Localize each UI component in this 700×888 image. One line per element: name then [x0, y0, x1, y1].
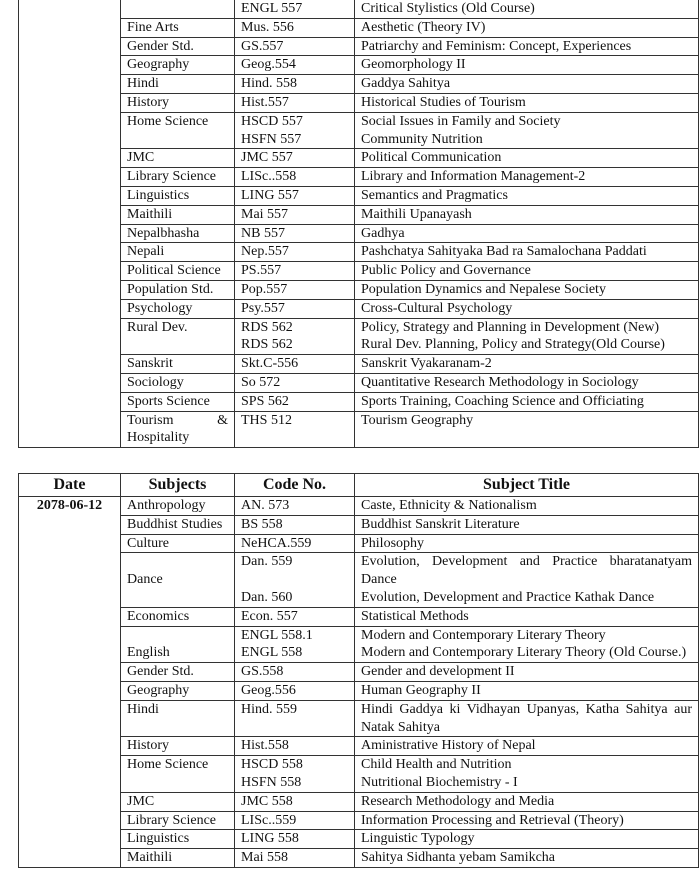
table-row — [19, 849, 699, 868]
date-cell-empty — [19, 515, 121, 867]
table-row — [19, 607, 699, 626]
table-row — [19, 515, 699, 534]
subject-title: Information Processing and Retrieval (Theory) — [355, 811, 699, 830]
course-code: So 572 — [235, 373, 355, 392]
header-subjects: Subjects — [121, 474, 235, 497]
subject-title: Caste, Ethnicity & Nationalism — [355, 497, 699, 516]
course-code: HSFN 557 — [235, 131, 355, 149]
subject-name: Rural Dev. — [121, 318, 235, 355]
course-code: GS.557 — [235, 37, 355, 56]
table-row — [19, 700, 699, 737]
course-code: Mai 558 — [235, 849, 355, 868]
course-code: Mai 557 — [235, 205, 355, 224]
course-code: Geog.556 — [235, 681, 355, 700]
course-code: LISc..558 — [235, 168, 355, 187]
subject-name: Economics — [121, 607, 235, 626]
header-code: Code No. — [235, 474, 355, 497]
subject-name: Nepalbhasha — [121, 224, 235, 243]
course-code: Hind. 558 — [235, 75, 355, 94]
table-row — [19, 681, 699, 700]
course-code: LING 558 — [235, 830, 355, 849]
table-row — [19, 792, 699, 811]
subject-name: Anthropology — [121, 497, 235, 516]
subject-name: Sanskrit — [121, 355, 235, 374]
table-row — [19, 224, 699, 243]
course-code: Pop.557 — [235, 280, 355, 299]
subject-title: Library and Information Management-2 — [355, 168, 699, 187]
subject-title: Gender and development II — [355, 663, 699, 682]
subject-name: Home Science — [121, 112, 235, 149]
table-row — [19, 497, 699, 516]
subject-title: Gaddya Sahitya — [355, 75, 699, 94]
subject-name: Gender Std. — [121, 37, 235, 56]
subject-title: Aesthetic (Theory IV) — [355, 18, 699, 37]
course-code: Dan. 559 — [235, 553, 355, 589]
course-code: BS 558 — [235, 515, 355, 534]
exam-schedule-table — [18, 473, 699, 868]
subject-title: Quantitative Research Methodology in Sociology — [355, 373, 699, 392]
subject-title: Evolution, Development and Practice bharatanatyam Dance — [355, 553, 699, 589]
table-row — [19, 37, 699, 56]
subject-name: English — [121, 626, 235, 663]
subject-title: Geomorphology II — [355, 56, 699, 75]
subject-name: Geography — [121, 681, 235, 700]
subject-name: Gender Std. — [121, 663, 235, 682]
subject-title: Aministrative History of Nepal — [355, 737, 699, 756]
subject-title: Social Issues in Family and Society — [355, 112, 699, 130]
table-row — [19, 262, 699, 281]
subject-title: Philosophy — [355, 534, 699, 553]
course-code: Dan. 560 — [235, 589, 355, 607]
subject-title: Modern and Contemporary Literary Theory — [355, 626, 699, 644]
subject-title: Maithili Upanayash — [355, 205, 699, 224]
course-code: Skt.C-556 — [235, 355, 355, 374]
subject-title: Population Dynamics and Nepalese Society — [355, 280, 699, 299]
subject-name: History — [121, 737, 235, 756]
subject-name: Library Science — [121, 811, 235, 830]
subject-name: Linguistics — [121, 186, 235, 205]
table-row — [19, 112, 699, 130]
table-row — [19, 56, 699, 75]
course-code: GS.558 — [235, 663, 355, 682]
subject-name: JMC — [121, 149, 235, 168]
table-row — [19, 280, 699, 299]
table-row — [19, 411, 699, 448]
subject-title: Human Geography II — [355, 681, 699, 700]
subject-title: Research Methodology and Media — [355, 792, 699, 811]
subject-name: Home Science — [121, 756, 235, 793]
subject-title: Patriarchy and Feminism: Concept, Experiences — [355, 37, 699, 56]
subject-name: Sports Science — [121, 392, 235, 411]
table-row — [19, 534, 699, 553]
course-code: SPS 562 — [235, 392, 355, 411]
course-code: HSCD 558 — [235, 756, 355, 774]
subject-name: Hindi — [121, 700, 235, 737]
subject-name: Hindi — [121, 75, 235, 94]
course-code: Econ. 557 — [235, 607, 355, 626]
subject-name — [121, 0, 235, 18]
table-row — [19, 737, 699, 756]
subject-title: Nutritional Biochemistry - I — [355, 774, 699, 792]
course-code: Hist.558 — [235, 737, 355, 756]
subject-title: Semantics and Pragmatics — [355, 186, 699, 205]
table-row — [19, 75, 699, 94]
subject-title: Sahitya Sidhanta yebam Samikcha — [355, 849, 699, 868]
course-code: THS 512 — [235, 411, 355, 448]
course-code: Mus. 556 — [235, 18, 355, 37]
table-row — [19, 756, 699, 774]
table-row — [19, 663, 699, 682]
course-code: Hind. 559 — [235, 700, 355, 737]
course-code: Psy.557 — [235, 299, 355, 318]
subject-name: Library Science — [121, 168, 235, 187]
subject-title: Child Health and Nutrition — [355, 756, 699, 774]
subject-name: Population Std. — [121, 280, 235, 299]
course-code: NB 557 — [235, 224, 355, 243]
course-code: ENGL 557 — [235, 0, 355, 18]
subject-title: Statistical Methods — [355, 607, 699, 626]
course-code: LISc..559 — [235, 811, 355, 830]
table-row — [19, 299, 699, 318]
subject-name: Sociology — [121, 373, 235, 392]
subject-title: Modern and Contemporary Literary Theory (Old Course.) — [355, 644, 699, 662]
course-code: LING 557 — [235, 186, 355, 205]
table-row — [19, 149, 699, 168]
subject-name: Maithili — [121, 849, 235, 868]
table-row — [19, 355, 699, 374]
course-code: NeHCA.559 — [235, 534, 355, 553]
subject-title: Sanskrit Vyakaranam-2 — [355, 355, 699, 374]
subject-title: Pashchatya Sahityaka Bad ra Samalochana Paddati — [355, 243, 699, 262]
table-row — [19, 373, 699, 392]
course-code: ENGL 558.1 — [235, 626, 355, 644]
table-body — [19, 0, 699, 448]
course-code: AN. 573 — [235, 497, 355, 516]
subject-name: Linguistics — [121, 830, 235, 849]
course-code: PS.557 — [235, 262, 355, 281]
table-row — [19, 553, 699, 589]
exam-date: 2078-06-12 — [19, 497, 121, 516]
subject-title: Historical Studies of Tourism — [355, 93, 699, 112]
course-code: Hist.557 — [235, 93, 355, 112]
header-row — [19, 474, 699, 497]
subject-title: Buddhist Sanskrit Literature — [355, 515, 699, 534]
date-cell-empty — [19, 0, 121, 448]
table-row — [19, 830, 699, 849]
subject-name: JMC — [121, 792, 235, 811]
table-row — [19, 318, 699, 336]
course-code: ENGL 558 — [235, 644, 355, 662]
course-code: RDS 562 — [235, 318, 355, 336]
subject-title: Critical Stylistics (Old Course) — [355, 0, 699, 18]
course-code: Geog.554 — [235, 56, 355, 75]
table-row — [19, 93, 699, 112]
subject-name: Political Science — [121, 262, 235, 281]
subject-name: Nepali — [121, 243, 235, 262]
table-row — [19, 18, 699, 37]
subject-title: Linguistic Typology — [355, 830, 699, 849]
course-code: HSFN 558 — [235, 774, 355, 792]
subject-title: Tourism Geography — [355, 411, 699, 448]
subject-title: Public Policy and Governance — [355, 262, 699, 281]
course-code: RDS 562 — [235, 336, 355, 354]
subject-name: History — [121, 93, 235, 112]
subject-title: Rural Dev. Planning, Policy and Strategy(Old Course) — [355, 336, 699, 354]
course-code: JMC 557 — [235, 149, 355, 168]
table-row — [19, 186, 699, 205]
table-row — [19, 0, 699, 18]
subject-name: Psychology — [121, 299, 235, 318]
subject-title: Policy, Strategy and Planning in Development (New) — [355, 318, 699, 336]
table-row — [19, 392, 699, 411]
course-code: JMC 558 — [235, 792, 355, 811]
course-code: Nep.557 — [235, 243, 355, 262]
table-row — [19, 243, 699, 262]
subject-title: Political Communication — [355, 149, 699, 168]
subject-name: Tourism & Hospitality — [121, 411, 235, 448]
table-row — [19, 205, 699, 224]
subject-title: Sports Training, Coaching Science and Officiating — [355, 392, 699, 411]
subject-name: Fine Arts — [121, 18, 235, 37]
subject-name: Buddhist Studies — [121, 515, 235, 534]
header-date: Date — [19, 474, 121, 497]
subject-name: Dance — [121, 553, 235, 607]
subject-title: Cross-Cultural Psychology — [355, 299, 699, 318]
course-code: HSCD 557 — [235, 112, 355, 130]
header-title: Subject Title — [355, 474, 699, 497]
subject-name: Geography — [121, 56, 235, 75]
subject-title: Hindi Gaddya ki Vidhayan Upanyas, Katha Sahitya aur Natak Sahitya — [355, 700, 699, 737]
subject-title: Gadhya — [355, 224, 699, 243]
subject-name: Culture — [121, 534, 235, 553]
exam-schedule-table-continued — [18, 0, 699, 448]
subject-title: Community Nutrition — [355, 131, 699, 149]
table-body — [19, 497, 699, 868]
subject-title: Evolution, Development and Practice Kathak Dance — [355, 589, 699, 607]
table-row — [19, 168, 699, 187]
table-row — [19, 626, 699, 644]
table-row — [19, 811, 699, 830]
subject-name: Maithili — [121, 205, 235, 224]
